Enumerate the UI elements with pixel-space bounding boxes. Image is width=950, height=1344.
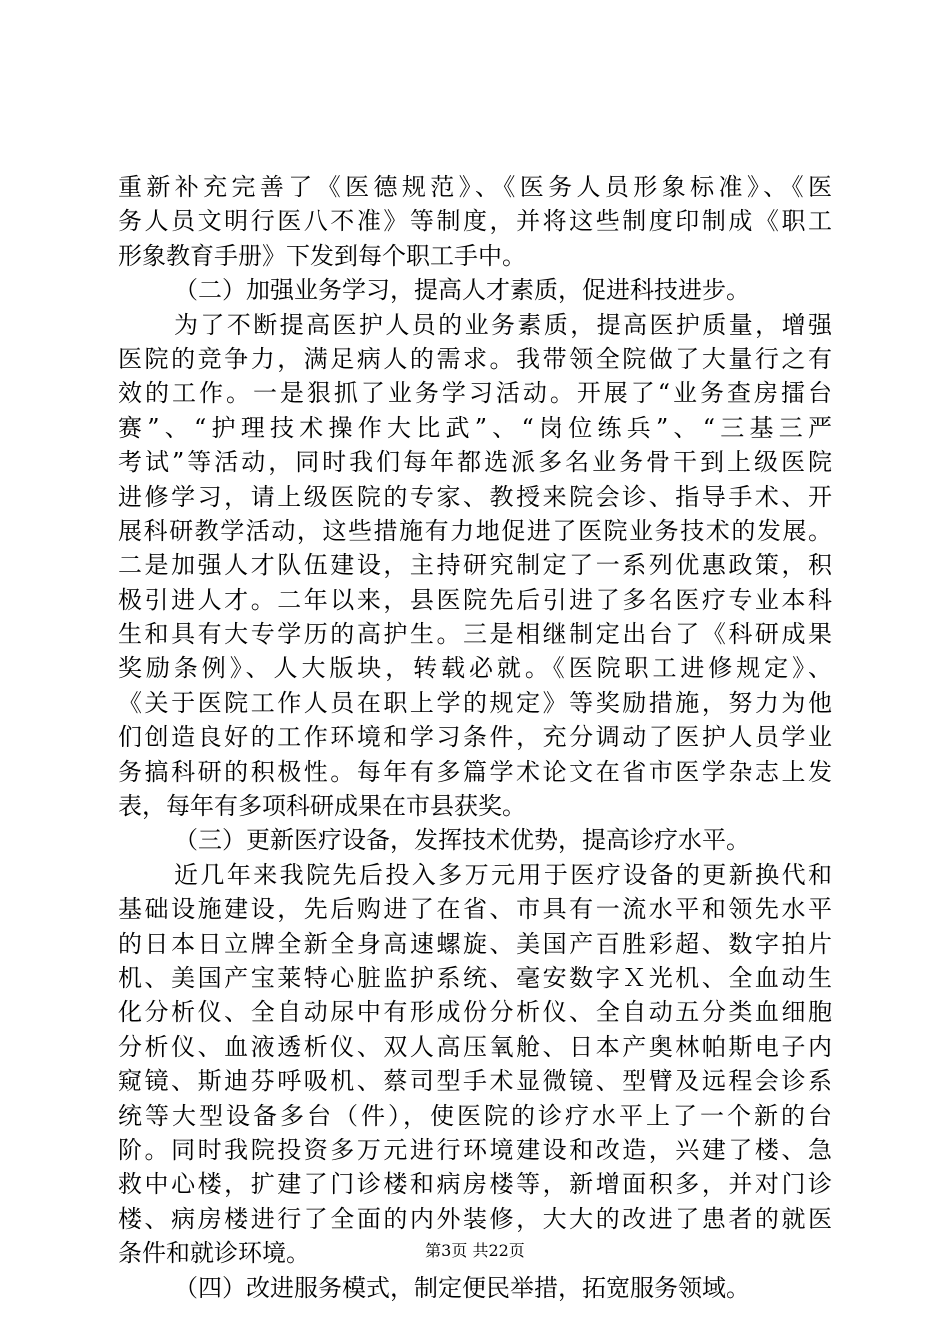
text-line: 二是加强人才队伍建设，主持研究制定了一系列优惠政策，积 xyxy=(118,551,832,580)
text-line: 表，每年有多项科研成果在市县获奖。 xyxy=(118,792,526,821)
text-line: 医院的竞争力，满足病人的需求。我带领全院做了大量行之有 xyxy=(118,344,832,373)
text-line: 阶。同时我院投资多万元进行环境建设和改造，兴建了楼、急 xyxy=(118,1135,832,1164)
section-heading: （四）改进服务模式，制定便民举措，拓宽服务领域。 xyxy=(174,1273,750,1302)
text-line: 展科研教学活动，这些措施有力地促进了医院业务技术的发展。 xyxy=(118,516,832,545)
text-line: 进修学习，请上级医院的专家、教授来院会诊、指导手术、开 xyxy=(118,482,832,511)
text-line: 救中心楼，扩建了门诊楼和病房楼等，新增面积多，并对门诊 xyxy=(118,1170,832,1199)
text-line: 效的工作。一是狠抓了业务学习活动。开展了“业务查房擂台 xyxy=(118,379,832,408)
text-line: 务人员文明行医八不准》等制度，并将这些制度印制成《职工 xyxy=(118,207,832,236)
text-line: 《关于医院工作人员在职上学的规定》等奖励措施，努力为他 xyxy=(118,688,832,717)
text-line: 基础设施建设，先后购进了在省、市具有一流水平和领先水平 xyxy=(118,895,832,924)
section-heading: （二）加强业务学习，提高人才素质，促进科技进步。 xyxy=(174,276,750,305)
text-line: 考试”等活动，同时我们每年都选派多名业务骨干到上级医院 xyxy=(118,448,832,477)
text-line: 机、美国产宝莱特心脏监护系统、毫安数字Ｘ光机、全血动生 xyxy=(118,963,832,992)
text-line: 重新补充完善了《医德规范》、《医务人员形象标准》、《医 xyxy=(118,173,832,201)
page-number-footer: 第3页 共22页 xyxy=(425,1241,525,1260)
text-line: 形象教育手册》下发到每个职工手中。 xyxy=(118,241,526,270)
text-line: 楼、病房楼进行了全面的内外装修，大大的改进了患者的就医 xyxy=(118,1204,832,1233)
text-line: 为了不断提高医护人员的业务素质，提高医护质量，增强 xyxy=(174,310,832,339)
text-line: 分析仪、血液透析仪、双人高压氧舱、日本产奥林帕斯电子内 xyxy=(118,1032,832,1061)
text-line: 的日本日立牌全新全身高速螺旋、美国产百胜彩超、数字拍片 xyxy=(118,929,832,958)
section-heading: （三）更新医疗设备，发挥技术优势，提高诊疗水平。 xyxy=(174,826,750,855)
text-line: 赛”、“护理技术操作大比武”、“岗位练兵”、“三基三严 xyxy=(118,413,832,442)
text-line: 们创造良好的工作环境和学习条件，充分调动了医护人员学业 xyxy=(118,723,832,752)
text-line: 化分析仪、全自动尿中有形成份分析仪、全自动五分类血细胞 xyxy=(118,998,832,1027)
text-line: 生和具有大专学历的高护生。三是相继制定出台了《科研成果 xyxy=(118,620,832,649)
document-body xyxy=(118,170,832,1305)
text-line: 统等大型设备多台（件），使医院的诊疗水平上了一个新的台 xyxy=(118,1101,832,1130)
text-line: 窥镜、斯迪芬呼吸机、蔡司型手术显微镜、型臂及远程会诊系 xyxy=(118,1067,832,1096)
text-line: 条件和就诊环境。 xyxy=(118,1239,310,1268)
text-line: 务搞科研的积极性。每年有多篇学术论文在省市医学杂志上发 xyxy=(118,757,832,786)
text-line: 奖励条例》、人大版块，转载必就。《医院职工进修规定》、 xyxy=(118,654,832,683)
text-line: 极引进人才。二年以来，县医院先后引进了多名医疗专业本科 xyxy=(118,585,832,614)
text-line: 近几年来我院先后投入多万元用于医疗设备的更新换代和 xyxy=(174,860,832,889)
